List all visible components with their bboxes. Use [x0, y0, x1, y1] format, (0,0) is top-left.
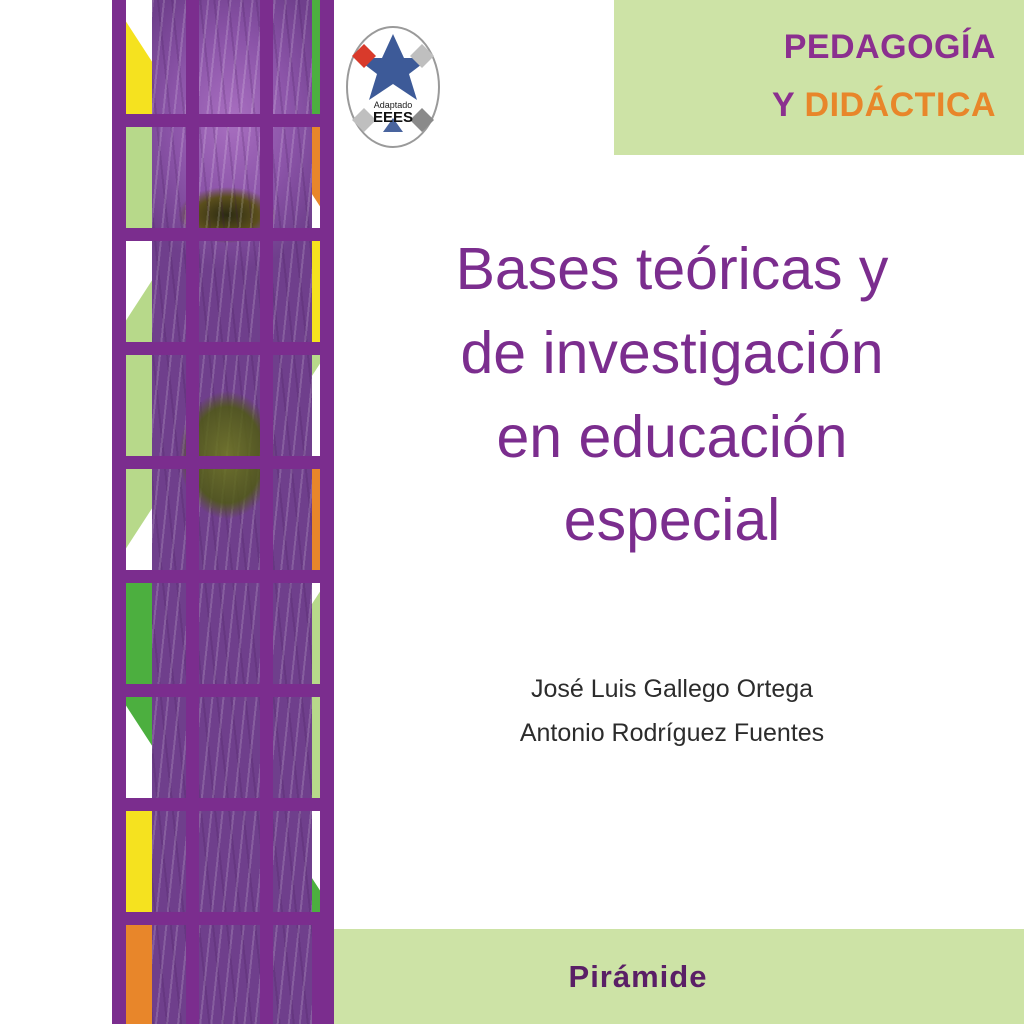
artwork-border-left — [112, 0, 126, 1024]
publisher-name: Pirámide — [568, 958, 708, 994]
author-name-2: Antonio Rodríguez Fuentes — [519, 718, 825, 747]
series-subject: DIDÁCTICA — [804, 86, 996, 124]
series-band — [614, 0, 1024, 155]
title-line-3: en educación — [496, 403, 848, 470]
grid-line-horizontal — [112, 228, 334, 241]
cover-artwork — [112, 0, 334, 1024]
grid-line-horizontal — [112, 570, 334, 583]
grid-line-horizontal — [112, 912, 334, 925]
grid-line-horizontal — [112, 456, 334, 469]
seal-top-label: Adaptado — [373, 100, 413, 110]
series-line-1: PEDAGOGÍA — [783, 28, 996, 66]
title-line-2: de investigación — [460, 319, 884, 386]
grid-line-horizontal — [112, 342, 334, 355]
grid-line-vertical — [260, 0, 273, 1024]
grid-line-horizontal — [112, 684, 334, 697]
grid-line-vertical — [186, 0, 199, 1024]
series-conjunction: Y — [771, 86, 795, 124]
book-title — [352, 228, 992, 563]
grid-line-horizontal — [112, 114, 334, 127]
grid-line-horizontal — [112, 798, 334, 811]
title-line-4: especial — [563, 487, 781, 554]
publisher-band — [334, 929, 1024, 1024]
artwork-border-right — [320, 0, 334, 1024]
author-name-1: José Luis Gallego Ortega — [530, 675, 814, 703]
eees-seal-icon — [334, 22, 452, 152]
series-line-2 — [772, 86, 996, 125]
author-list — [352, 668, 992, 756]
seal-main-label: EEES — [372, 109, 414, 126]
title-line-1: Bases teóricas y — [455, 236, 889, 302]
